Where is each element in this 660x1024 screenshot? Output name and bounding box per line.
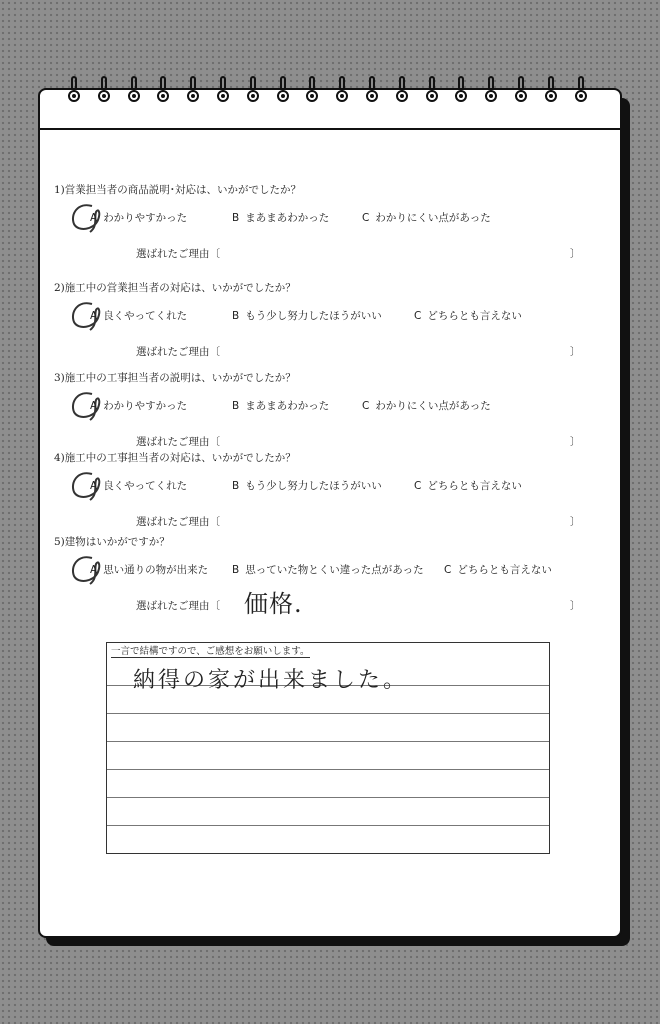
option-b[interactable]: B 思っていた物とくい違った点があった — [232, 564, 424, 576]
question-title: 5)建物はいかがですか？ — [54, 536, 170, 548]
binding-ring — [575, 76, 587, 110]
question-title: 3)施工中の工事担当者の説明は、いかがでしたか？ — [54, 372, 296, 384]
spiral-binding — [68, 76, 608, 116]
binding-ring — [128, 76, 140, 110]
option-b[interactable]: B まあまあわかった — [232, 212, 330, 224]
option-c[interactable]: C どちらとも言えない — [414, 310, 522, 322]
reason-bracket-close: 〕 — [570, 248, 581, 260]
ruled-line — [107, 713, 549, 714]
binding-ring — [455, 76, 467, 110]
survey-notebook — [38, 88, 622, 938]
binding-ring — [485, 76, 497, 110]
option-a[interactable]: A わかりやすかった — [90, 212, 188, 224]
binding-ring — [396, 76, 408, 110]
comment-box[interactable] — [106, 642, 550, 854]
binding-ring — [187, 76, 199, 110]
option-a[interactable]: A 思い通りの物が出来た — [90, 564, 209, 576]
binding-ring — [426, 76, 438, 110]
ruled-line — [107, 769, 549, 770]
comment-handwritten-text: 納得の家が出来ました。 — [133, 668, 409, 693]
reason-bracket-close: 〕 — [570, 436, 581, 448]
binding-ring — [545, 76, 557, 110]
option-b[interactable]: B まあまあわかった — [232, 400, 330, 412]
reason-handwritten-text[interactable]: 価格. — [244, 590, 303, 618]
binding-ring — [277, 76, 289, 110]
binding-ring — [515, 76, 527, 110]
binding-ring — [157, 76, 169, 110]
option-b[interactable]: B もう少し努力したほうがいい — [232, 480, 382, 492]
ruled-line — [107, 741, 549, 742]
header-divider — [40, 128, 620, 130]
question-title: 2)施工中の営業担当者の対応は、いかがでしたか？ — [54, 282, 296, 294]
ruled-line — [107, 825, 549, 826]
binding-ring — [68, 76, 80, 110]
question-title: 4)施工中の工事担当者の対応は、いかがでしたか？ — [54, 452, 296, 464]
reason-label: 選ばれたご理由〔 — [136, 600, 220, 612]
option-a[interactable]: A 良くやってくれた — [90, 480, 188, 492]
binding-ring — [306, 76, 318, 110]
reason-bracket-close: 〕 — [570, 516, 581, 528]
reason-bracket-close: 〕 — [570, 346, 581, 358]
binding-ring — [217, 76, 229, 110]
binding-ring — [366, 76, 378, 110]
binding-ring — [98, 76, 110, 110]
reason-bracket-close: 〕 — [570, 600, 581, 612]
option-a[interactable]: A わかりやすかった — [90, 400, 188, 412]
option-c[interactable]: C わかりにくい点があった — [362, 212, 491, 224]
reason-label: 選ばれたご理由〔 — [136, 516, 220, 528]
reason-label: 選ばれたご理由〔 — [136, 248, 220, 260]
reason-label: 選ばれたご理由〔 — [136, 436, 220, 448]
option-b[interactable]: B もう少し努力したほうがいい — [232, 310, 382, 322]
comment-prompt: 一言で結構ですので、ご感想をお願いします。 — [111, 643, 310, 658]
option-c[interactable]: C どちらとも言えない — [414, 480, 522, 492]
binding-ring — [336, 76, 348, 110]
option-a[interactable]: A 良くやってくれた — [90, 310, 188, 322]
binding-ring — [247, 76, 259, 110]
ruled-line — [107, 797, 549, 798]
reason-label: 選ばれたご理由〔 — [136, 346, 220, 358]
question-title: 1)営業担当者の商品説明･対応は、いかがでしたか？ — [54, 184, 302, 196]
option-c[interactable]: C どちらとも言えない — [444, 564, 552, 576]
option-c[interactable]: C わかりにくい点があった — [362, 400, 491, 412]
